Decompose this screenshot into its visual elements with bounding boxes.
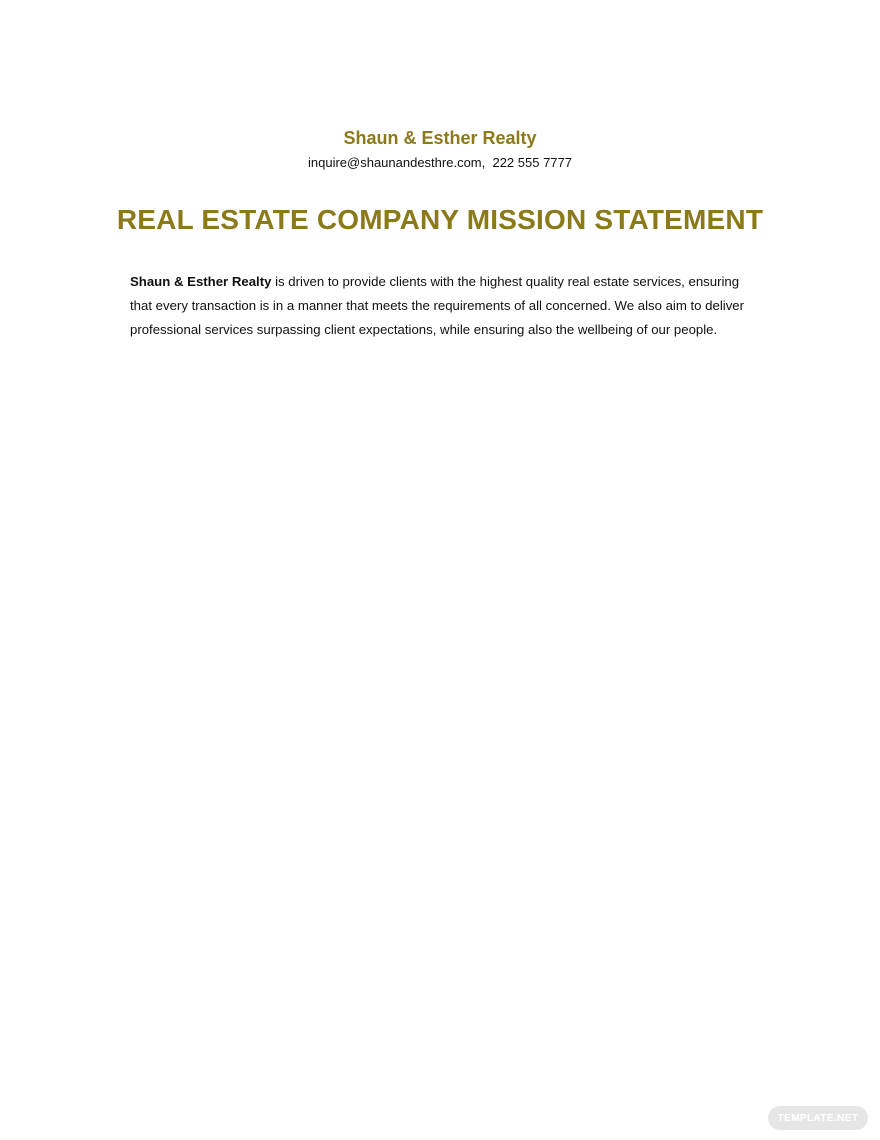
template-watermark: TEMPLATE.NET (768, 1106, 868, 1130)
organization-name: Shaun & Esther Realty (130, 274, 272, 289)
mission-paragraph (130, 270, 750, 342)
document-title: REAL ESTATE COMPANY MISSION STATEMENT (116, 204, 764, 235)
company-name: Shaun & Esther Realty (343, 128, 537, 148)
mission-text: is driven to provide clients with the highest quality real estate services, ensuring that every transaction is in a manner that meets the requirements of all concerned. We also aim to deliver professional services surpassing client expectations, while ensuring also the wellbeing of our people. (130, 274, 745, 337)
contact-info: inquire@shaunandesthre.com, 222 555 7777 (308, 155, 572, 170)
